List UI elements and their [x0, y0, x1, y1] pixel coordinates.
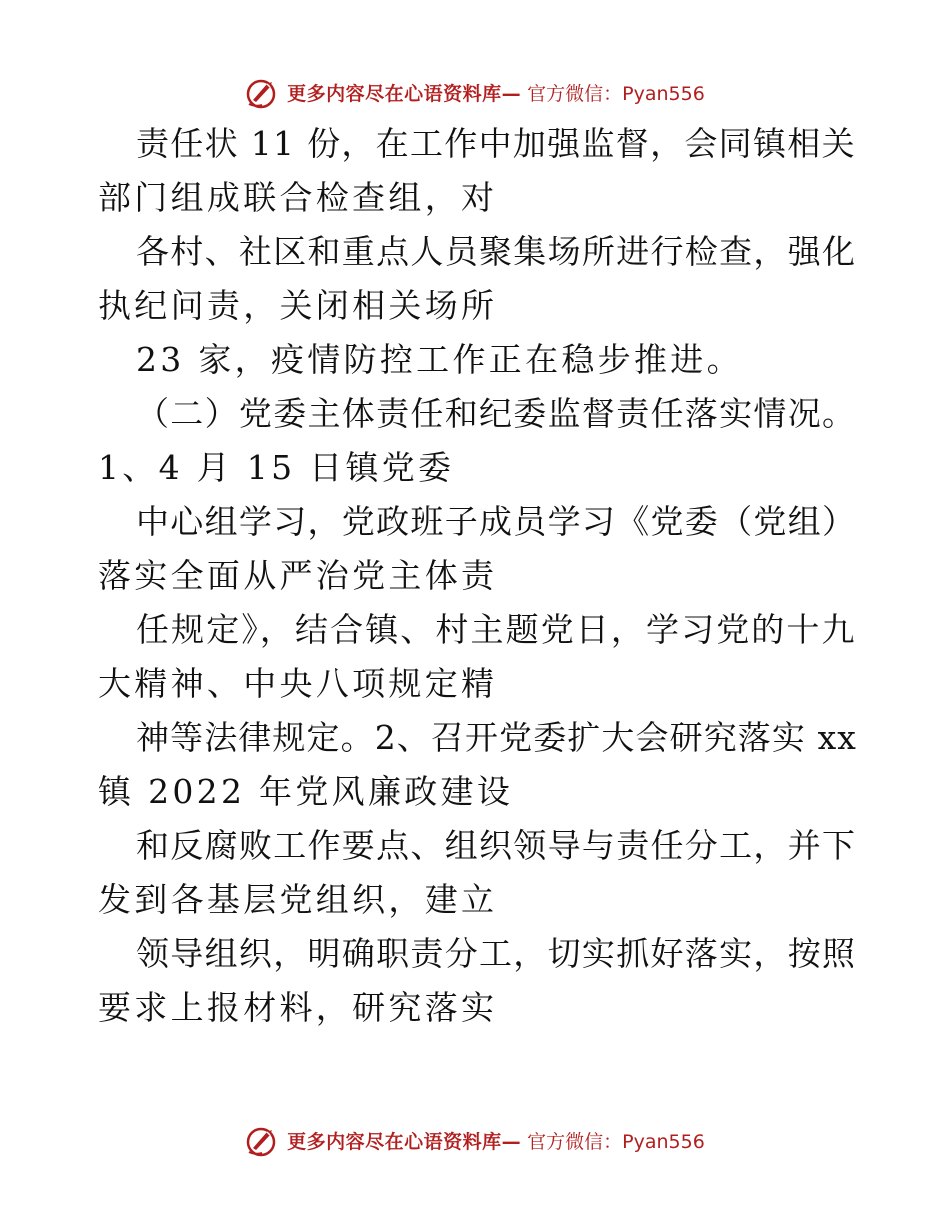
header-watermark — [0, 72, 950, 112]
text-line: 大精神、中央八项规定精 — [98, 664, 498, 703]
watermark-text: 更多内容尽在心语资料库— — [287, 82, 522, 105]
text-line: 和反腐败工作要点、组织领导与责任分工，并下 — [136, 826, 857, 865]
text-line: 要求上报材料，研究落实 — [98, 988, 498, 1027]
text-line: 领导组织，明确职责分工，切实抓好落实，按照 — [136, 934, 857, 973]
text-line: 落实全面从严治党主体责 — [98, 556, 498, 595]
text-line: 任规定》，结合镇、村主题党日，学习党的十九 — [136, 610, 857, 649]
watermark-text: 更多内容尽在心语资料库— — [287, 1130, 522, 1153]
text-line: 责任状 11 份，在工作中加强监督，会同镇相关 — [136, 124, 856, 163]
text-line: 中心组学习，党政班子成员学习《党委（党组） — [136, 502, 857, 541]
document-body — [98, 117, 858, 1035]
text-line: 1、4 月 15 日镇党委 — [98, 448, 455, 487]
text-line: 部门组成联合检查组，对 — [98, 178, 498, 217]
pen-logo-icon — [245, 1122, 281, 1158]
text-line: 镇 2022 年党风廉政建设 — [98, 772, 514, 811]
text-line: 神等法律规定。2、召开党委扩大会研究落实 xx — [136, 718, 858, 757]
text-line: 各村、社区和重点人员聚集场所进行检查，强化 — [136, 232, 857, 271]
text-line: 发到各基层党组织，建立 — [98, 880, 498, 919]
text-line: （二）党委主体责任和纪委监督责任落实情况。 — [136, 394, 857, 433]
watermark-contact: 官方微信：Pyan556 — [527, 82, 705, 105]
watermark-contact: 官方微信：Pyan556 — [527, 1130, 705, 1153]
text-line: 23 家，疫情防控工作正在稳步推进。 — [136, 340, 743, 379]
pen-logo-icon — [245, 74, 281, 110]
footer-watermark — [0, 1120, 950, 1160]
text-line: 执纪问责，关闭相关场所 — [98, 286, 498, 325]
